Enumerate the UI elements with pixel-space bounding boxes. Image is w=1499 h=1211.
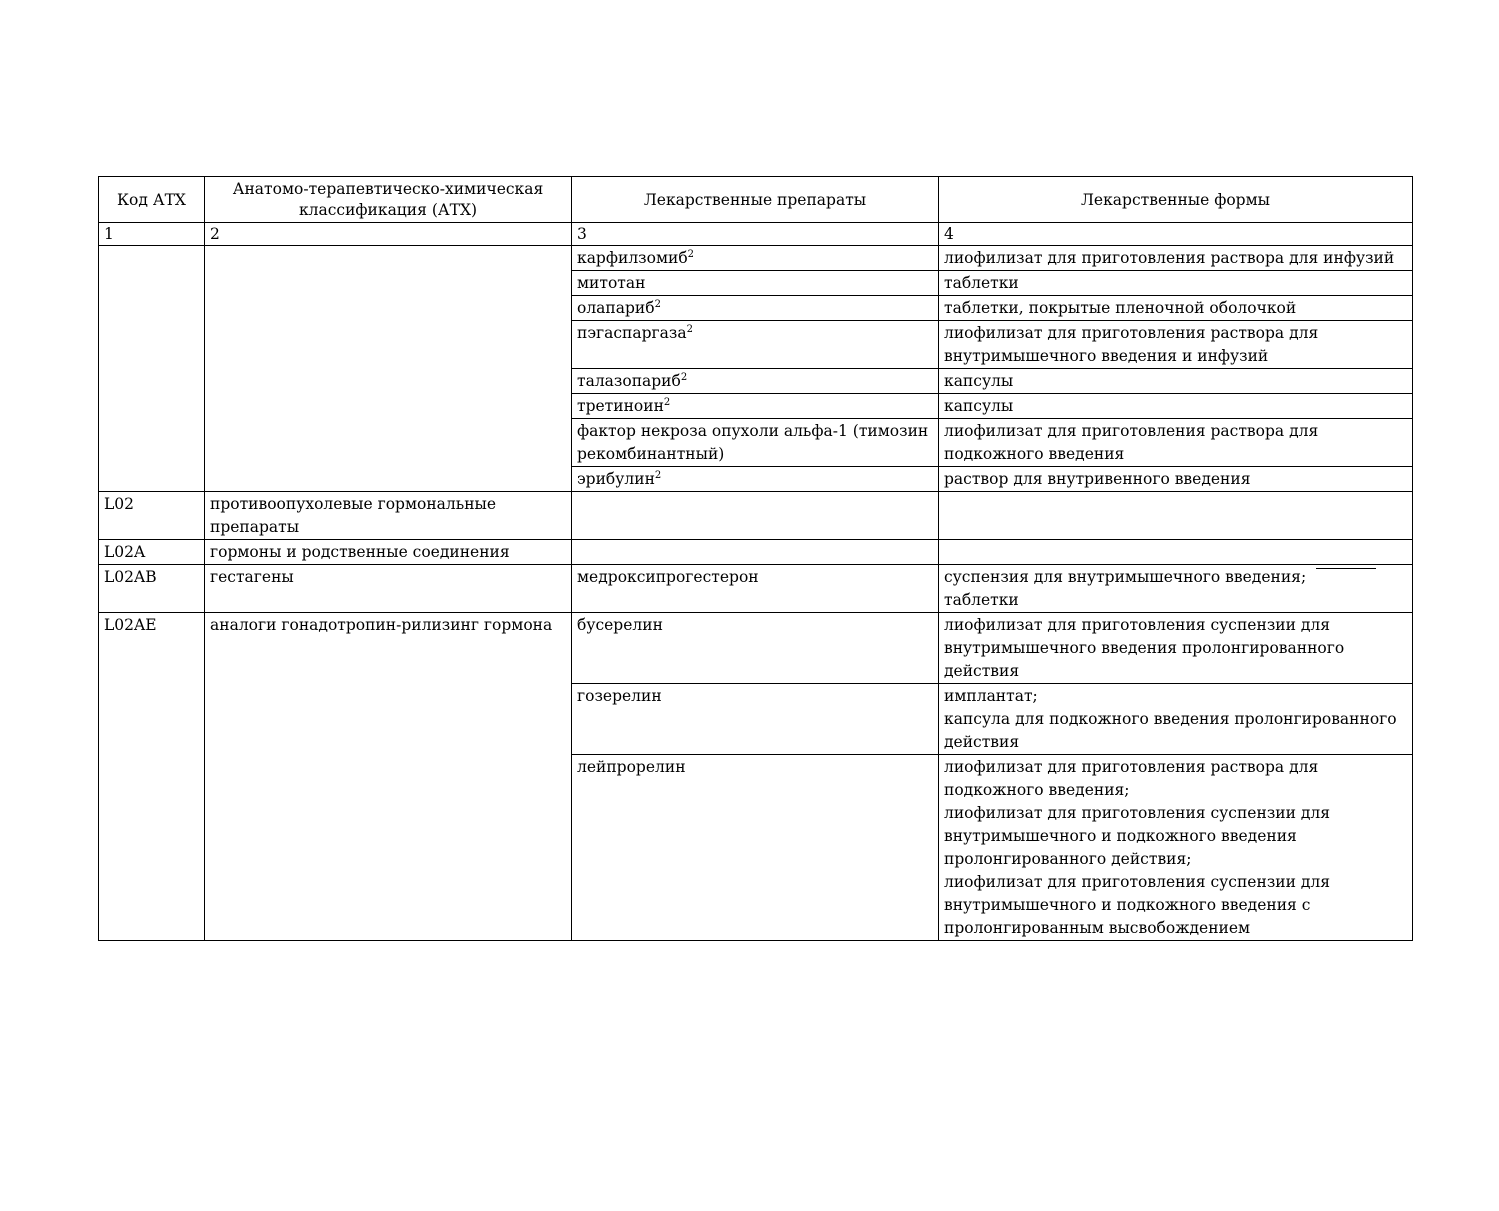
table-header-row: [99, 177, 1413, 223]
drug-name: талазопариб$^2$: [572, 369, 939, 394]
drug-form: лиофилизат для приготовления раствора для подкожного введения; лиофилизат для приготовления суспензии для внутримышечного и подкожного введения пролонгированного действия; лиофилизат для приготовления суспензии для внутримышечного и подкожного введения с пролонгированным высвобождением: [939, 755, 1413, 941]
empty-drug-cell: [572, 540, 939, 565]
table-row: [99, 246, 1413, 271]
column-number: 3: [572, 223, 939, 246]
drug-name: пэгаспаргаза$^2$: [572, 321, 939, 369]
atx-drug-table: [98, 176, 1413, 941]
drug-form: таблетки, покрытые пленочной оболочкой: [939, 296, 1413, 321]
drug-form: капсулы: [939, 394, 1413, 419]
drug-form: раствор для внутривенного введения: [939, 467, 1413, 492]
table-row: [99, 492, 1413, 540]
table-row: [99, 613, 1413, 684]
drug-name: медроксипрогестерон: [572, 565, 939, 613]
column-number: 1: [99, 223, 205, 246]
empty-atx-cell: [205, 246, 572, 492]
empty-drug-cell: [572, 492, 939, 540]
drug-form: имплантат; капсула для подкожного введения пролонгированного действия: [939, 684, 1413, 755]
drug-name: третиноин$^2$: [572, 394, 939, 419]
drug-form: лиофилизат для приготовления суспензии для внутримышечного введения пролонгированного действия: [939, 613, 1413, 684]
drug-form: капсулы: [939, 369, 1413, 394]
drug-form: лиофилизат для приготовления раствора для внутримышечного введения и инфузий: [939, 321, 1413, 369]
header-drugs: Лекарственные препараты: [572, 177, 939, 223]
column-number: 2: [205, 223, 572, 246]
empty-form-cell: [939, 492, 1413, 540]
atx-code: L02AB: [99, 565, 205, 613]
empty-form-cell: [939, 540, 1413, 565]
table-row: [99, 565, 1413, 613]
drug-form: суспензия для внутримышечного введения; таблетки: [939, 565, 1413, 613]
header-atx-classification: Анатомо-терапевтическо-химическая классификация (АТХ): [205, 177, 572, 223]
atx-code: L02A: [99, 540, 205, 565]
drug-name: фактор некроза опухоли альфа-1 (тимозин рекомбинантный): [572, 419, 939, 467]
header-forms: Лекарственные формы: [939, 177, 1413, 223]
drug-form: лиофилизат для приготовления раствора для инфузий: [939, 246, 1413, 271]
drug-name: лейпрорелин: [572, 755, 939, 941]
atx-code: L02: [99, 492, 205, 540]
stray-underline: [1316, 568, 1376, 569]
header-code: Код АТХ: [99, 177, 205, 223]
drug-form: таблетки: [939, 271, 1413, 296]
atx-group-name: противоопухолевые гормональные препараты: [205, 492, 572, 540]
drug-name: олапариб$^2$: [572, 296, 939, 321]
empty-code-cell: [99, 246, 205, 492]
atx-group-name: гестагены: [205, 565, 572, 613]
drug-name: бусерелин: [572, 613, 939, 684]
drug-form: лиофилизат для приготовления раствора для подкожного введения: [939, 419, 1413, 467]
atx-code: L02AE: [99, 613, 205, 941]
atx-group-name: гормоны и родственные соединения: [205, 540, 572, 565]
drug-name: эрибулин$^2$: [572, 467, 939, 492]
drug-name: гозерелин: [572, 684, 939, 755]
column-number: 4: [939, 223, 1413, 246]
drug-name: митотан: [572, 271, 939, 296]
drug-name: карфилзомиб$^2$: [572, 246, 939, 271]
column-number-row: [99, 223, 1413, 246]
table-row: [99, 540, 1413, 565]
atx-group-name: аналоги гонадотропин-рилизинг гормона: [205, 613, 572, 941]
